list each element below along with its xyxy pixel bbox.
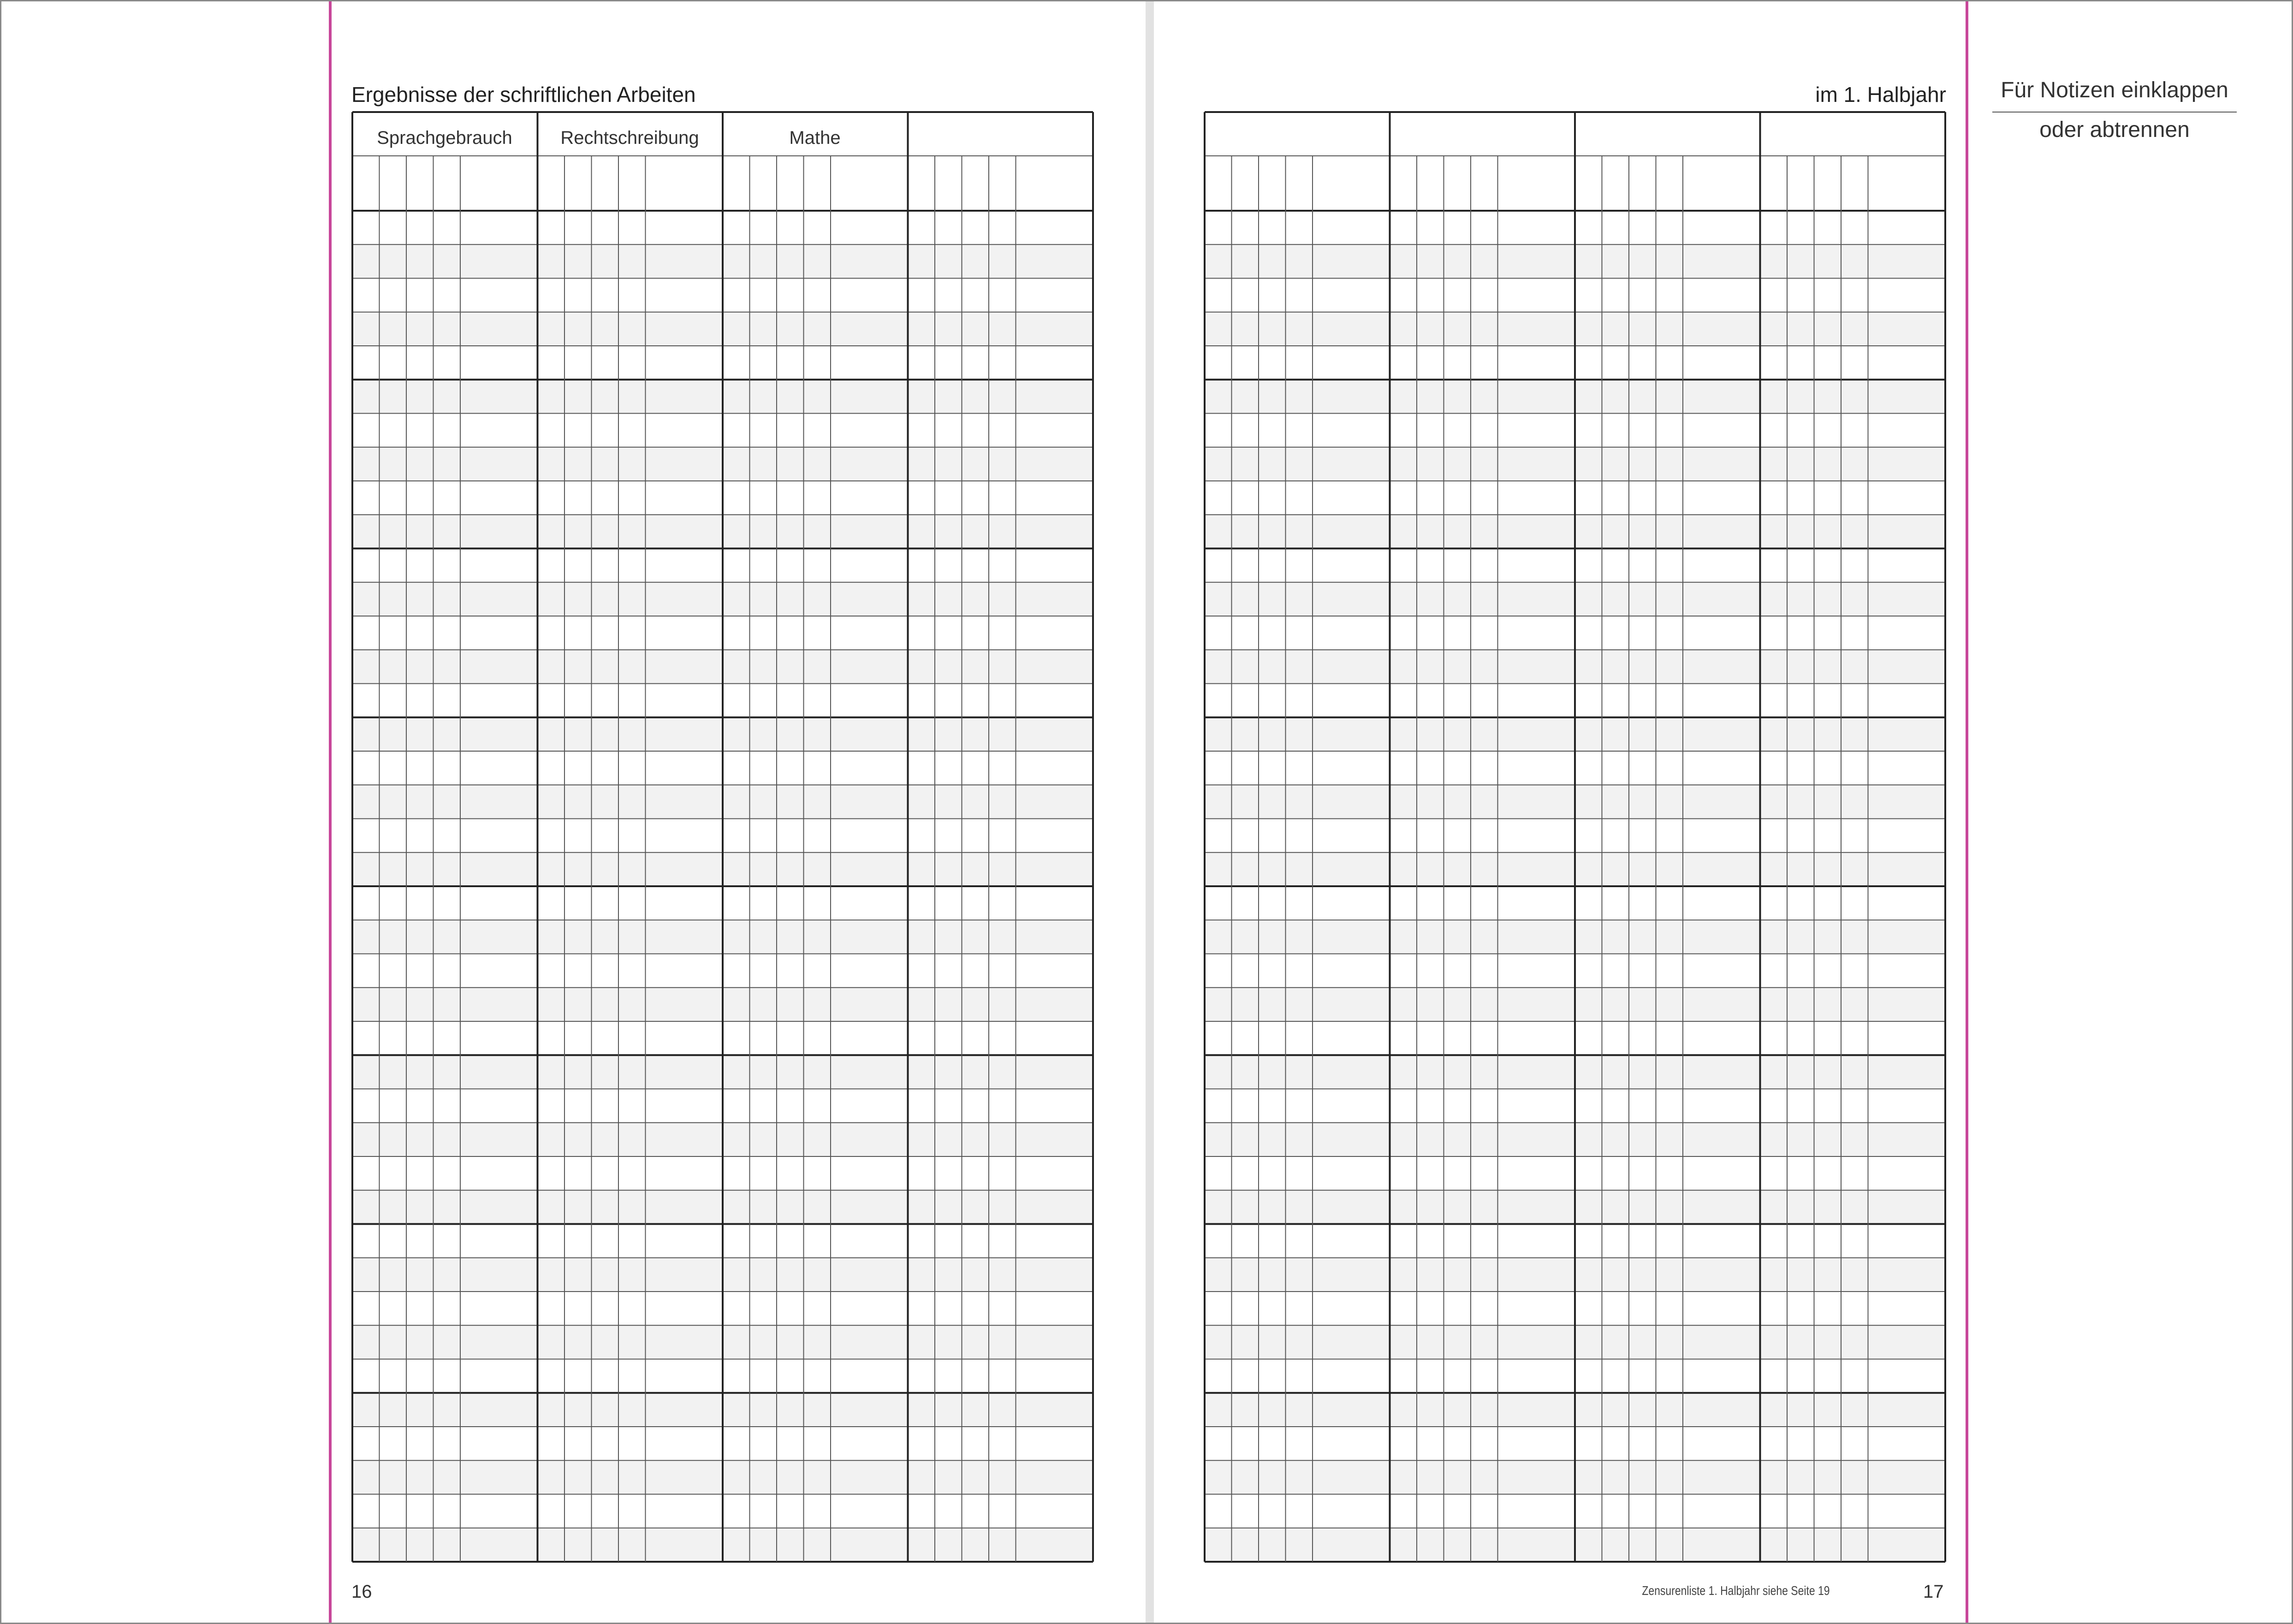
right-page-title: im 1. Halbjahr <box>1815 83 1946 107</box>
subject-header-2 <box>1390 124 1574 151</box>
subject-header-2: Rechtschreibung <box>560 128 699 148</box>
subject-header-4 <box>908 124 1093 151</box>
subject-header-1 <box>1205 124 1389 151</box>
subject-header-4 <box>1760 124 1945 151</box>
left-page-number: 16 <box>351 1582 372 1602</box>
subject-header-1: Sprachgebrauch <box>377 128 512 148</box>
left-page-title: Ergebnisse der schriftlichen Arbeiten <box>351 83 696 107</box>
side-note-line2: oder abtrennen <box>2039 118 2190 142</box>
side-note-line1: Für Notizen einklappen <box>2001 78 2228 102</box>
right-page-footnote: Zensurenliste 1. Halbjahr siehe Seite 19 <box>1642 1583 1830 1598</box>
right-page-number: 17 <box>1923 1582 1944 1602</box>
subject-header-3 <box>1575 124 1759 151</box>
side-note-rule <box>1992 112 2237 113</box>
subject-header-3: Mathe <box>789 128 841 148</box>
